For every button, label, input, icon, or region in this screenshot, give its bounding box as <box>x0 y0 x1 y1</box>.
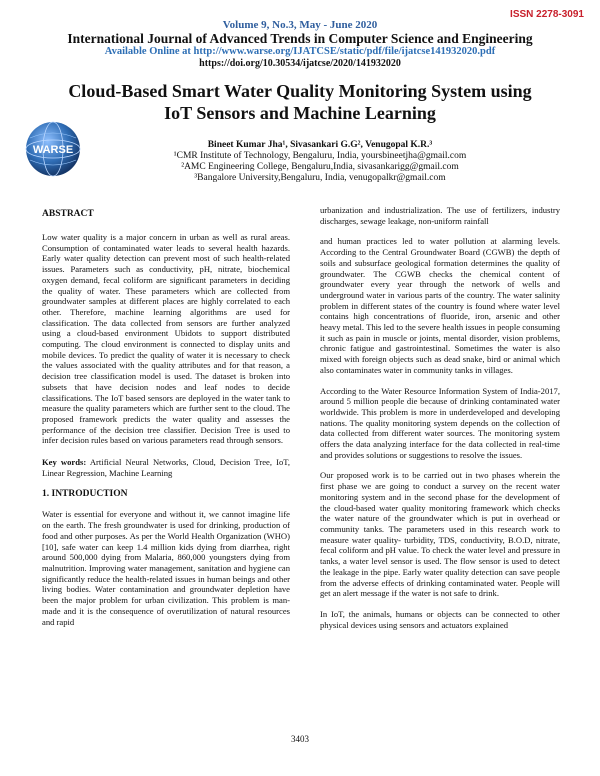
paper-title-line1: Cloud-Based Smart Water Quality Monitoring System using <box>68 81 532 101</box>
warse-logo <box>24 120 82 178</box>
affiliation-1: ¹CMR Institute of Technology, Bengaluru, India, yoursbineetjha@gmail.com <box>173 151 467 161</box>
keywords-text: Artificial Neural Networks, Cloud, Decision Tree, IoT, Linear Regression, Machine Learning <box>42 457 291 478</box>
right-paragraph-1: urbanization and industrialization. The use of fertilizers, industry discharges, sewage leakage, non-uniform rainfall <box>320 205 560 226</box>
affiliation-2: ²AMC Engineering College, Bengaluru,India, sivasankarigg@gmail.com <box>181 162 459 172</box>
paper-title <box>60 80 540 124</box>
journal-title: International Journal of Advanced Trends in Computer Science and Engineering <box>67 31 533 46</box>
right-column <box>320 205 560 630</box>
volume-line: Volume 9, No.3, May - June 2020 <box>222 19 378 31</box>
right-paragraph-4: Our proposed work is to be carried out in two phases wherein the first phase we are going to conduct a survey on the recent water monitoring system and in the second phase for the development of the cloud-based water quality monitoring framework which checks the water nature of the groundwater which is put in overhead or community tanks. The parameters used in this research work to measure water quality- turbidity, TDS, conductivity, B.O.D, nitrate, fecal coliform and pH value. To check the water level and pressure in tanks, a water level sensor is used. The flow sensor is used to detect the leakage in the pipe. Early water quality detection can save people from the adverse effects of drinking contaminated water. People will get an alert message if the water is not safe to drink. <box>320 470 560 599</box>
author-block <box>120 140 520 184</box>
introduction-heading: 1. INTRODUCTION <box>42 489 128 500</box>
keywords-label: Key words: <box>42 457 87 468</box>
available-online-link[interactable]: Available Online at http://www.warse.org/IJATCSE/static/pdf/file/ijatcse141932020.pdf <box>104 46 496 57</box>
paper-title-line2: IoT Sensors and Machine Learning <box>164 103 436 123</box>
issn-label: ISSN 2278-3091 <box>510 9 584 20</box>
left-column <box>42 205 290 627</box>
author-names: Bineet Kumar Jha¹, Sivasankari G.G², Venugopal K.R.³ <box>207 140 433 150</box>
keywords <box>42 457 290 478</box>
warse-globe-icon <box>24 120 82 178</box>
right-paragraph-2: and human practices led to water pollution at alarming levels. According to the Central Groundwater Board (CGWB) the depth of soils and subsurface geological formation determines the quality of groundwater. The CGWB checks the chemical content of groundwater every year through the network of wells and underground water in various parts of the country. The water salinity problem in different states of the country is found where water level contains high concentrations of fluoride, iron, arsenic and other heavy metal. This led to the severe health issues in people consuming it such as pain in muscle or joints, mental disorder, vision problems, chronic fatigue and gastrointestinal. Sometimes the water is also mixed with foreign objects such as dead snake, bird or animal which also contaminates water in community tanks in villages. <box>320 236 560 375</box>
affiliation-3: ³Bangalore University,Bengaluru, India, venugopalkr@gmail.com <box>194 173 446 183</box>
introduction-text: Water is essential for everyone and without it, we cannot imagine life on the earth. The fresh groundwater is used for drinking, production of food and other purposes. As per the World Health Organization (WHO) [10], safe water can keep 1.4 million kids dying from diarrhea, right around 500,000 dying from Malaria, 860,000 youngsters dying from malnutrition. Improving water management, sanitation and hygiene can significantly reduce the health-related issues in human beings and other living bodies. Water contamination and groundwater depletion have been the major problem for urban civilization. This problem is man-made and it is the consequence of overutilization of natural resources and rapid <box>42 509 290 627</box>
abstract-text: Low water quality is a major concern in urban as well as rural areas. Consumption of contaminated water leads to several health hazards. Early water quality detection can prevent most of such health-related issues. Parameters such as conductivity, pH, nitrate, biochemical oxygen demand, fecal coliform are significant parameters in deciding the quality of water. These parameters which are collected from groundwater samples at different places are highly correlated to each other. Therefore, machine learning algorithms are used for classification. The data collected from sensors are further analyzed using a cloud-based environment Ubidots to support distributed computing. The cloud environment is connected to display units and mobile devices. To predict the quality of water it is necessary to check the values associated with the quality attributes and for that reason, a decision tree classification model is used. The dataset is broken into subsets that have decision nodes and leaf nodes to decide classifications. The IoT based sensors are deployed in the water tank to measure the quality parameters which are further sent to the cloud. The proposed framework predicts the water quality and assesses the performance of the decision tree classifier. Decision Tree is used to infer decision rules based on various parameters read through sensors. <box>42 232 290 446</box>
page-number: 3403 <box>291 734 309 744</box>
right-paragraph-3: According to the Water Resource Information System of India-2017, around 5 million people die because of drinking contaminated water worldwide. This problem is more in underdeveloped and developing nations. The quality monitoring system depends on the collection of data collected from different water sources. The monitoring system offers the data analyzing interface for the data collected in real-time and provides solutions or suggestions to resolve the issues. <box>320 385 560 460</box>
logo-text: WARSE <box>32 144 74 156</box>
abstract-heading: ABSTRACT <box>42 209 94 219</box>
right-paragraph-5: In IoT, the animals, humans or objects can be connected to other physical devices using sensors and actuators explained <box>320 608 560 630</box>
doi-link[interactable]: https://doi.org/10.30534/ijatcse/2020/141932020 <box>199 58 401 69</box>
